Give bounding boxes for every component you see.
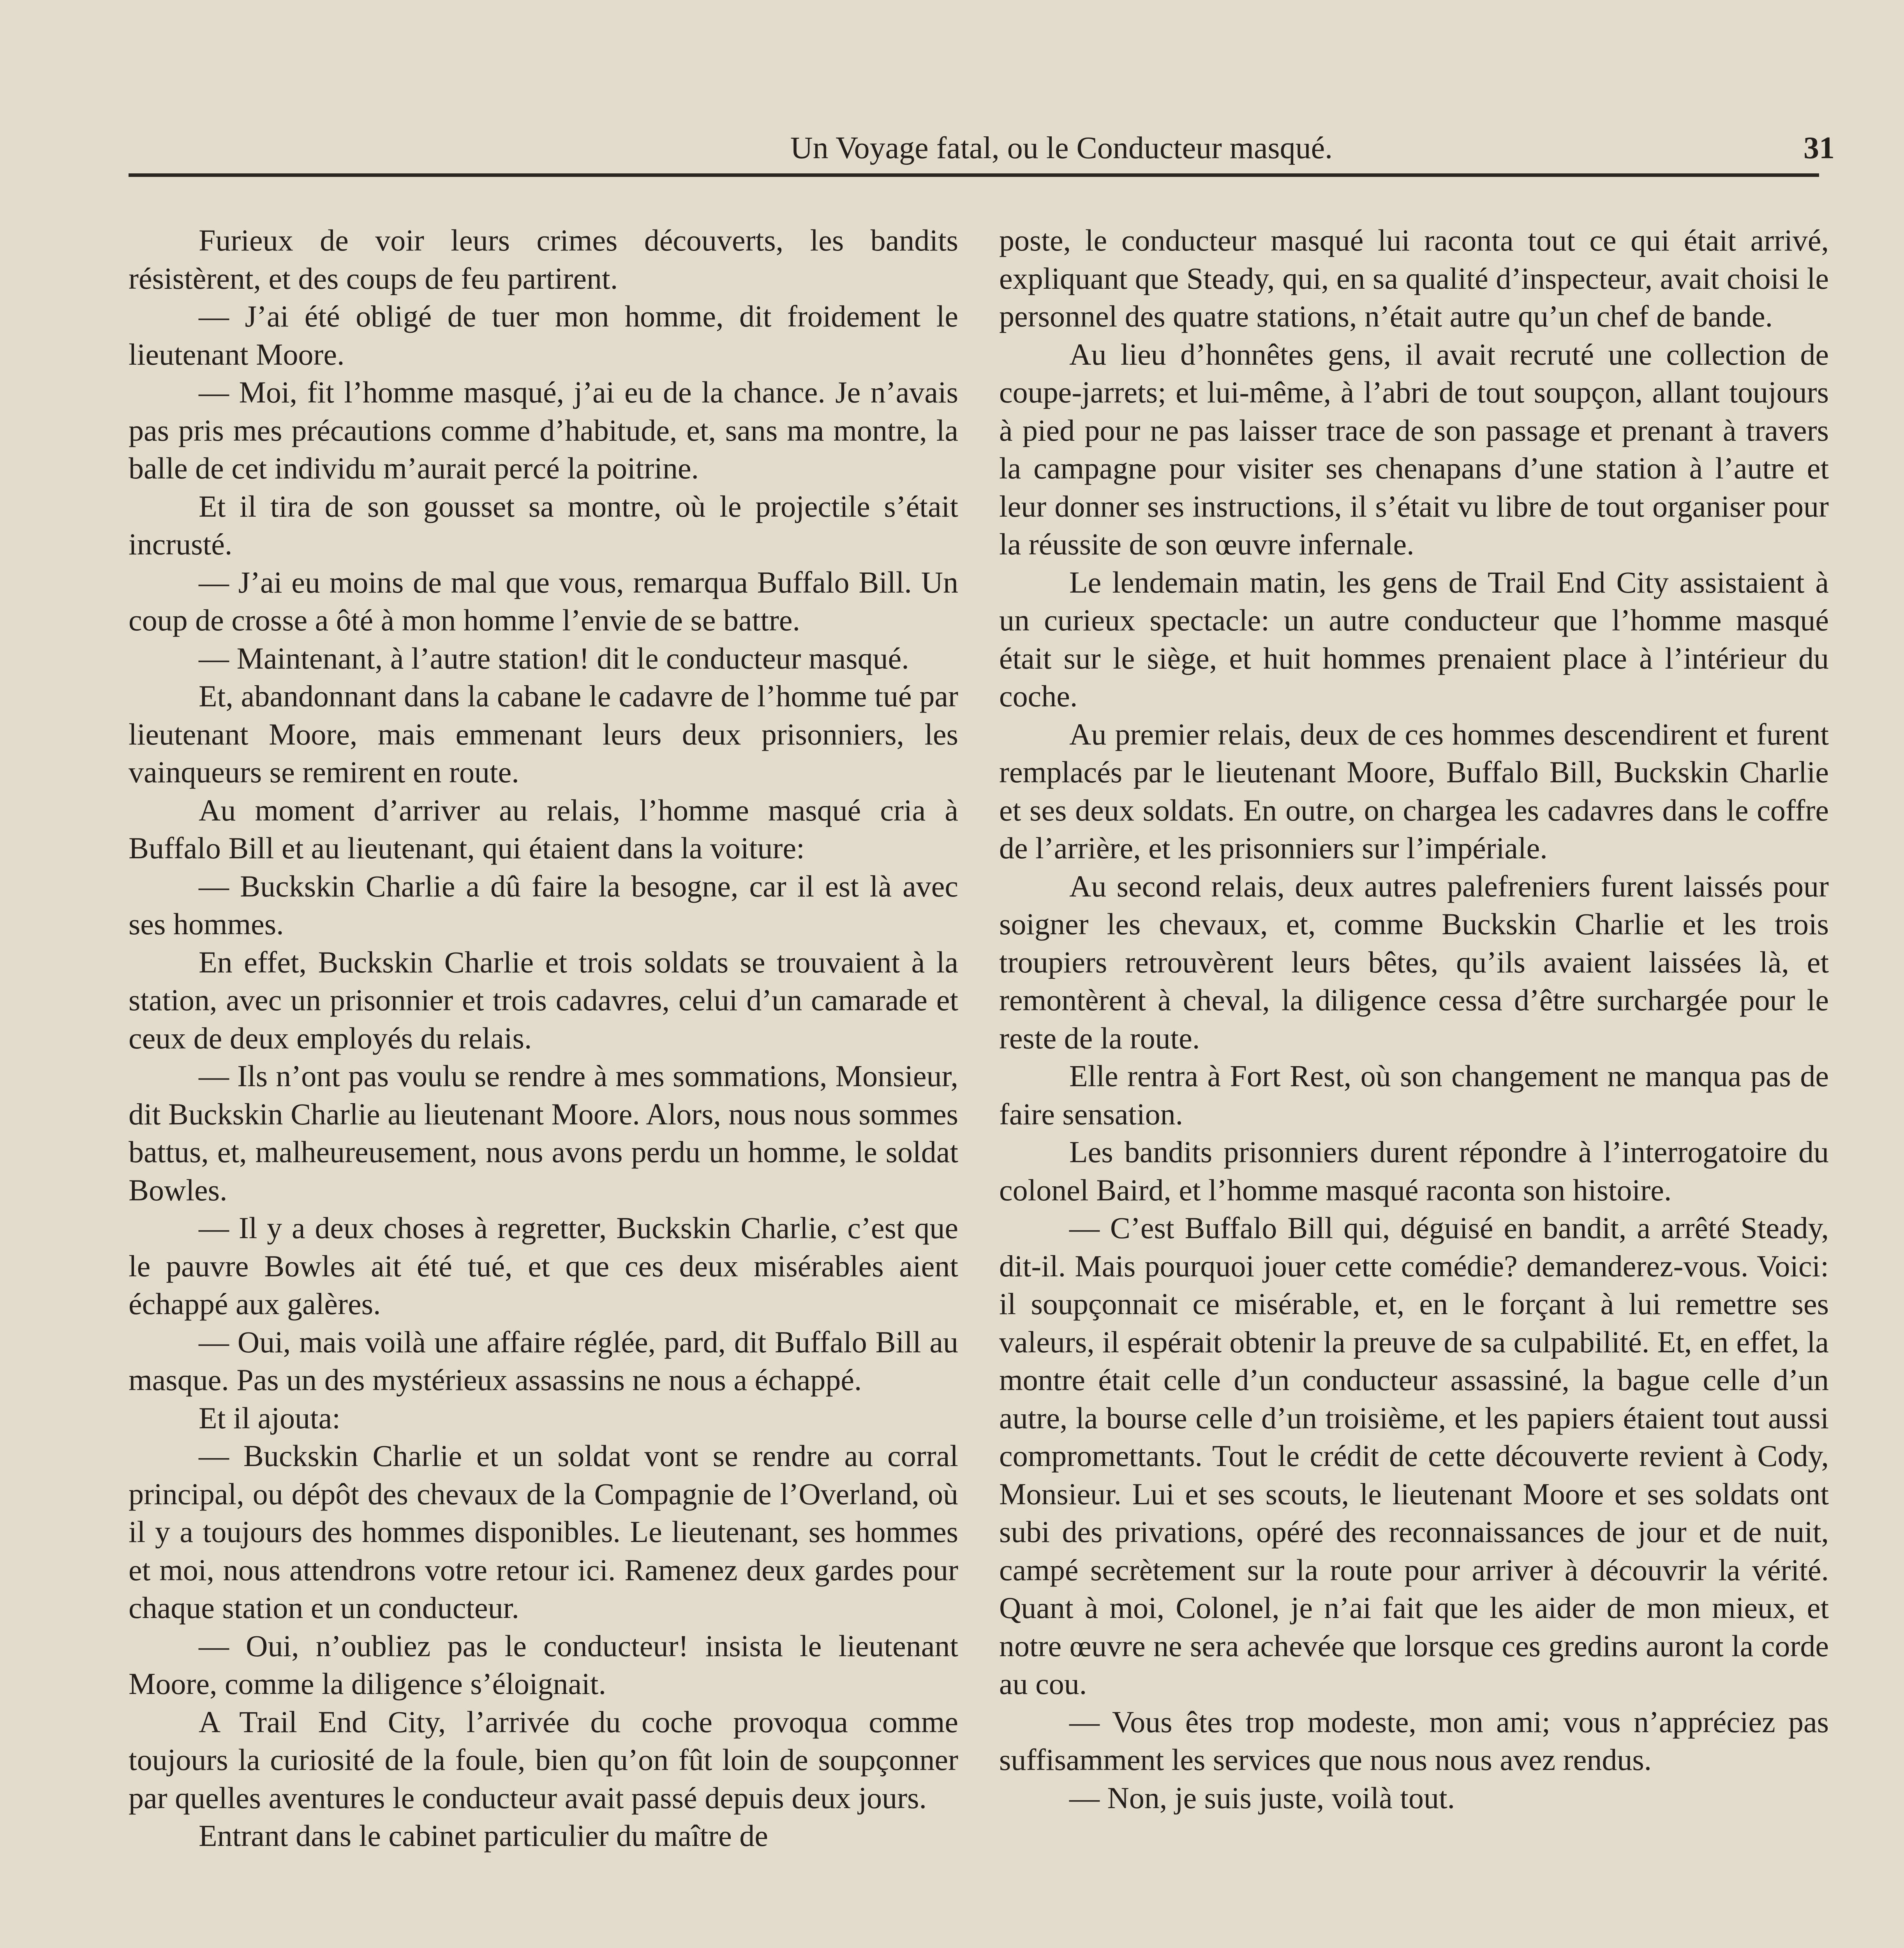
- paragraph: Furieux de voir leurs crimes découverts, les bandits résistèrent, et des coups de feu partirent.: [129, 223, 958, 295]
- running-header-title: Un Voyage fatal, ou le Conducteur masqué.: [790, 131, 1333, 165]
- paragraph: — Vous êtes trop modeste, mon ami; vous n’appréciez pas suffisamment les services que nous nous avez rendus.: [999, 1704, 1829, 1777]
- paragraph: — Moi, fit l’homme masqué, j’ai eu de la chance. Je n’avais pas pris mes précautions comme d’habitude, et, sans ma montre, la balle de cet individu m’aurait percé la poitrine.: [129, 375, 958, 485]
- left-text-column: [129, 221, 958, 1855]
- paragraph: — J’ai eu moins de mal que vous, remarqua Buffalo Bill. Un coup de crosse a ôté à mon homme l’envie de se battre.: [129, 565, 958, 637]
- paragraph: — Oui, n’oubliez pas le conducteur! insista le lieutenant Moore, comme la diligence s’éloignait.: [129, 1629, 958, 1701]
- paragraph: En effet, Buckskin Charlie et trois soldats se trouvaient à la station, avec un prisonnier et trois cadavres, celui d’un camarade et ceux de deux employés du relais.: [129, 945, 958, 1055]
- paragraph: — Buckskin Charlie et un soldat vont se rendre au corral principal, ou dépôt des chevaux de la Compagnie de l’Overland, où il y a toujours des hommes disponibles. Le lieutenant, ses hommes et moi, nous attendrons votre retour ici. Ramenez deux gardes pour chaque station et un conducteur.: [129, 1439, 958, 1625]
- paragraph: Et, abandonnant dans la cabane le cadavre de l’homme tué par lieutenant Moore, mais emmenant leurs deux prisonniers, les vainqueurs se remirent en route.: [129, 679, 958, 789]
- paragraph: Au second relais, deux autres palefreniers furent laissés pour soigner les chevaux, et, comme Buckskin Charlie et les trois troupiers retrouvèrent leurs bêtes, qu’ils avaient laissées là, et remontèrent à cheval, la diligence cessa d’être surchargée pour le reste de la route.: [999, 869, 1829, 1055]
- paragraph: Au moment d’arriver au relais, l’homme masqué cria à Buffalo Bill et au lieutenant, qui étaient dans la voiture:: [129, 793, 958, 865]
- paragraph: — Oui, mais voilà une affaire réglée, pard, dit Buffalo Bill au masque. Pas un des mystérieux assassins ne nous a échappé.: [129, 1325, 958, 1397]
- paragraph: — Ils n’ont pas voulu se rendre à mes sommations, Monsieur, dit Buckskin Charlie au lieutenant Moore. Alors, nous nous sommes battus, et, malheureusement, nous avons perdu un homme, le soldat Bowles.: [129, 1059, 958, 1207]
- paragraph: — J’ai été obligé de tuer mon homme, dit froidement le lieutenant Moore.: [129, 299, 958, 371]
- paragraph: Elle rentra à Fort Rest, où son changement ne manqua pas de faire sensation.: [999, 1059, 1829, 1131]
- paragraph: Les bandits prisonniers durent répondre à l’interrogatoire du colonel Baird, et l’homme masqué raconta son histoire.: [999, 1135, 1829, 1207]
- paragraph: — C’est Buffalo Bill qui, déguisé en bandit, a arrêté Steady, dit-il. Mais pourquoi jouer cette comédie? demanderez-vous. Voici: il soupçonnait ce misérable, et, en le forçant à lui remettre ses valeurs, il espérait obtenir la preuve de sa culpabilité. Et, en effet, la montre était celle d’un conducteur assassiné, la bague celle d’un autre, la bourse celle d’un troisième, et les papiers étaient tout aussi compromettants. Tout le crédit de cette découverte revient à Cody, Monsieur. Lui et ses scouts, le lieutenant Moore et ses soldats ont subi des privations, opéré des reconnaissances de jour et de nuit, campé secrètement sur la route pour arriver à découvrir la vérité. Quant à moi, Colonel, je n’ai fait que les aider de mon mieux, et notre œuvre ne sera achevée que lorsque ces gredins auront la corde au cou.: [999, 1211, 1829, 1701]
- paragraph: Entrant dans le cabinet particulier du maître de: [199, 1819, 768, 1853]
- paragraph: Le lendemain matin, les gens de Trail End City assistaient à un curieux spectacle: un autre conducteur que l’homme masqué était sur le siège, et huit hommes prenaient place à l’intérieur du coche.: [999, 565, 1829, 713]
- paragraph: Au lieu d’honnêtes gens, il avait recruté une collection de coupe-jarrets; et lui-même, à l’abri de tout soupçon, allant toujours à pied pour ne pas laisser trace de son passage et prenant à travers la campagne pour visiter ses chenapans d’une station à l’autre et leur donner ses instructions, il s’était vu libre de tout organiser pour la réussite de son œuvre infernale.: [999, 337, 1829, 561]
- paragraph: — Non, je suis juste, voilà tout.: [1069, 1780, 1455, 1815]
- paragraph: Au premier relais, deux de ces hommes descendirent et furent remplacés par le lieutenant Moore, Buffalo Bill, Buckskin Charlie et ses deux soldats. En outre, on chargea les cadavres dans le coffre de l’arrière, et les prisonniers sur l’impériale.: [999, 717, 1829, 865]
- paragraph-continued: poste, le conducteur masqué lui raconta tout ce qui était arrivé, expliquant que Steady, qui, en sa qualité d’inspecteur, avait choisi le personnel des quatre stations, n’était autre qu’un chef de bande.: [999, 223, 1829, 333]
- paragraph: Et il tira de son gousset sa montre, où le projectile s’était incrusté.: [129, 489, 958, 561]
- header-rule: [129, 173, 1819, 177]
- paragraph: — Maintenant, à l’autre station! dit le conducteur masqué.: [199, 641, 909, 675]
- paragraph: Et il ajouta:: [199, 1401, 340, 1435]
- paragraph: — Buckskin Charlie a dû faire la besogne, car il est là avec ses hommes.: [129, 869, 958, 941]
- page-number: 31: [1804, 131, 1835, 165]
- paragraph: A Trail End City, l’arrivée du coche provoqua comme toujours la curiosité de la foule, bien qu’on fût loin de soupçonner par quelles aventures le conducteur avait passé depuis deux jours.: [129, 1704, 958, 1815]
- paragraph: — Il y a deux choses à regretter, Buckskin Charlie, c’est que le pauvre Bowles ait été tué, et que ces deux misérables aient échappé aux galères.: [129, 1211, 958, 1321]
- right-text-column: [999, 221, 1829, 1817]
